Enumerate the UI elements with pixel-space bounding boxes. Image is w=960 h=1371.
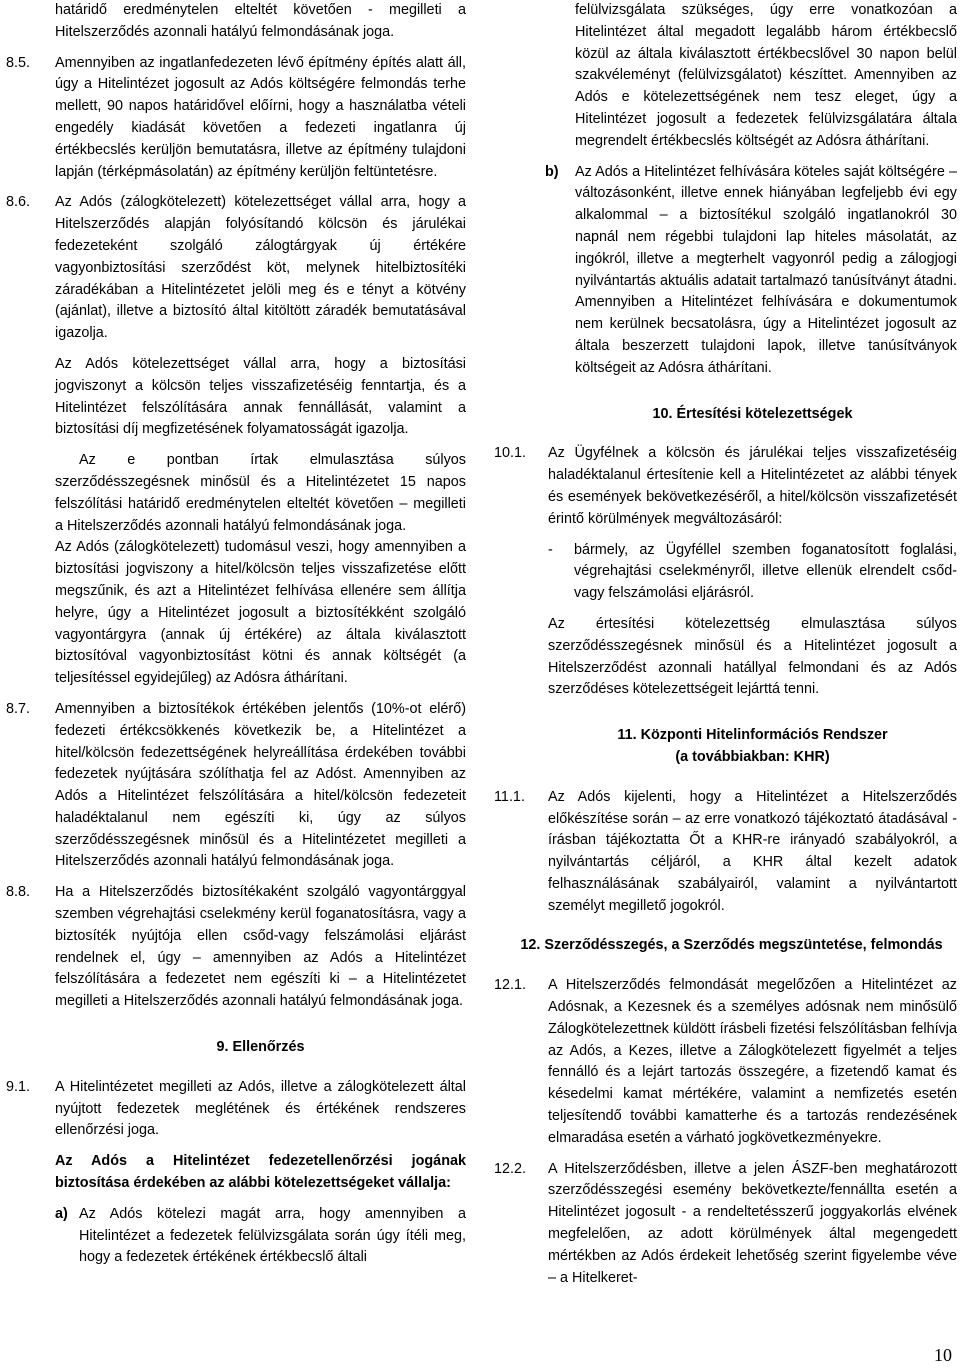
right-column [494,0,957,1289]
section-text: Amennyiben a biztosítékok értékében jelentős (10%-ot elérő) fedezeti értékcsökkenés következik be, a Hitelintézet a hitel/kölcsön fedezettségének helyreállítása érdekében további fedezetek nyújtására szólíthatja fel az Adóst. Amennyiben az Adós a Hitelintézet felszólítására a hitel/kölcsön fedezeteit haladéktalanul nem egészíti ki, úgy az súlyos szerződésszegésnek minősül és a Hitelintézetet megilleti a Hitelszerződés azonnali hatályú felmondásának joga. [55,700,466,870]
continued-paragraph: határidő eredménytelen elteltét követően - megilleti a Hitelszerződés azonnali hatályú felmondásának joga. [55,2,466,40]
page-number: 10 [934,1345,952,1366]
section-text: Ha a Hitelszerződés biztosítékaként szolgáló vagyontárggyal szemben végrehajtási cselekmény kerül foganatosításra, vagy a biztosíték nyújtója ellen csőd-vagy felszámolási eljárást rendelnek el, úgy – amennyiben az Adós a Hitelintézet felszólítására a fedezetet nem egészíti ki – a Hitelintézetet megilleti a Hitelszerződés azonnali hatályú felmondásának joga. [55,884,466,1010]
bold-intro: Az Adós a Hitelintézet fedezetellenőrzési jogának biztosítása érdekében az alábbi kötelezettségeket vállalja: [55,1153,466,1192]
section-12-2 [494,1159,957,1290]
list-item-b [545,162,957,380]
list-letter: b) [545,163,559,180]
list-letter: a) [55,1205,68,1222]
section-number: 8.6. [6,194,31,211]
section-text: Az e pontban írtak elmulasztása súlyos szerződésszegésnek minősül és a Hitelintézetet 15 napos felszólítási határidő eredménytelen elteltét követően – megilleti a Hitelszerződés azonnali hatályú felmondásának joga. [55,452,466,534]
section-number: 12.1. [494,977,527,994]
section-text: A Hitelszerződésben, illetve a jelen ÁSZF-ben meghatározott szerződésszegési esemény bekövetkezte/fennállta esetén a Hitelintézet jogosult - a rendeltetésszerű joggyakorlás elvének megfelelően, az adott körülmények által megengedett mértékben az Adós érdekeit lehetőség szerint figyelembe véve – a Hitelkeret- [548,1160,957,1286]
section-8-6 [6,192,466,690]
section-11-1 [494,787,957,918]
heading-12: 12. Szerződésszegés, a Szerződés megszüntetése, felmondás [520,937,943,954]
section-text: Az értesítési kötelezettség elmulasztása súlyos szerződésszegésnek minősül és a Hitelintézet jogosult a Hitelszerződést azonnali hatállyal felmondani és az Adós szerződéses kötelezettségeit lejárttá tenni. [548,615,957,698]
list-item-a [55,1204,466,1269]
section-text: Az Adós kijelenti, hogy a Hitelintézet a Hitelszerződés előkészítése során – az erre vonatkozó tájékoztató átadásával - írásban tájékoztatta Őt a KHR-re irányadó szabályokról, a nyilvántartás céljáról, a KHR által kezelt adatok felhasználásának szabályairól, valamint a nyilvántartott személyt megillető jogokról. [548,788,957,914]
heading-10: 10. Értesítési kötelezettségek [652,405,853,422]
section-number: 10.1. [494,445,527,462]
section-text: A Hitelszerződés felmondását megelőzően a Hitelintézet az Adósnak, a Kezesnek és a személyes adósnak nem minősülő Zálogkötelezettnek küldött írásbeli fizetési felszólításban felhívja az Adós, a Kezes, illetve a Zálogkötelezett figyelmét a teljes fennálló és a lejárt tartozás összegére, a fizetendő kamat és késedelmi kamat mértékére, valamint a nemfizetés esetén teljesítendő további kamatterhe és a tartozás rendezésének elmaradása esetén a várható jogkövetkezményekre. [548,977,957,1146]
heading-9: 9. Ellenőrzés [216,1039,305,1056]
dash-item [548,540,957,605]
section-text: Az Adós kötelezettséget vállal arra, hogy a biztosítási jogviszonyt a kölcsön teljes visszafizetéséig fenntartja, és a Hitelintézet felszólítására annak fennállását, valamint a biztosítási díj megfizetésének folyamatosságát igazolja. [55,355,466,438]
section-text: Az Ügyfélnek a kölcsön és járulékai teljes visszafizetéséig haladéktalanul értesítenie kell a Hitelintézetet az alábbi tények és események bekövetkezéséről, a hitel/kölcsön visszafizetését érintő körülmények megváltozásáról: [548,445,957,527]
heading-11 [548,725,957,769]
section-8-5 [6,53,466,184]
section-number: 12.2. [494,1160,527,1177]
section-number: 9.1. [6,1078,31,1095]
list-text: Az Adós kötelezi magát arra, hogy amennyiben a Hitelintézet a fedezetek felülvizsgálata során úgy ítéli meg, hogy a fedezetek értékének értékbecslő általi [79,1205,466,1266]
heading-11-line-1: 11. Központi Hitelinformációs Rendszer [617,727,888,744]
list-text: Az Adós a Hitelintézet felhívására köteles saját költségére – változásonként, illetve ennek hiányában legfeljebb évi egy alkalommal – a biztosítékul szolgáló ingatlanokról 30 napnál nem régebbi tulajdoni lap hiteles másolatát, az ingókról, illetve a megterhelt vagyonról pedig a zálogjogi nyilvántartás aktuális adatait tartalmazó tanúsítványt átadni. Amennyiben a Hitelintézet felhívására e dokumentumok nem kerülnek becsatolásra, úgy a Hitelintézet jogosult az általa beszerzett tulajdoni lapok, illetve tanúsítványok költségeit az Adósra áthárítani. [575,163,957,376]
continued-list-text: felülvizsgálata szükséges, úgy erre vonatkozóan a Hitelintézet által megadott legalább három értékbecslő közül az általa kiválasztott értékbecslővel 30 napon belül szakvéleményt (felülvizsgálatot) készíttet. Amennyiben az Adós e kötelezettségének nem tesz eleget, úgy a Hitelintézet jogosult a fedezetek felülvizsgálatára általa megrendelt értékbecslés költségét az Adósra áthárítani. [575,2,957,149]
section-text: Az Adós (zálogkötelezett) tudomásul veszi, hogy amennyiben a biztosítási jogviszony a hitel/kölcsön teljes visszafizetése előtt megszűnik, és azt a Hitelintézet felhívása ellenére sem állítja helyre, úgy a Hitelintézet jogosult a biztosítékként szolgáló vagyontárgyra (annak új értékére) az általa kiválasztott biztosítóval vagyonbiztosítást kötni és annak költségét (a teljesítéssel egyidejűleg) az Adósra áthárítani. [55,539,466,687]
section-text: A Hitelintézetet megilleti az Adós, illetve a zálogkötelezett által nyújtott fedezetek meglétének és értékének rendszeres ellenőrzési joga. [55,1078,466,1139]
dash-text: bármely, az Ügyféllel szemben foganatosított foglalási, végrehajtási cselekményről, illetve ellenük elrendelt csőd- vagy felszámolási eljárásról. [574,541,957,602]
section-8-8 [6,882,466,1013]
section-number: 8.5. [6,54,31,71]
section-number: 8.7. [6,700,31,717]
section-text: Az Adós (zálogkötelezett) kötelezettséget vállal arra, hogy a Hitelszerződés alapján folyósítandó kölcsön és járulékai fedezeteként szolgáló zálogtárgyak új értékére vagyonbiztosítási szerződést köt, melynek hitelbiztosítéki záradékában a Hitelintézetet jelöli meg és e tényt a kötvény (ajánlat), illetve a biztosító által kitöltött záradék bemutatásával igazolja. [55,194,466,342]
left-column [6,0,466,1269]
section-10-1 [494,443,957,701]
section-number: 11.1. [494,788,525,805]
heading-11-line-2: (a továbbiakban: KHR) [675,748,830,765]
section-number: 8.8. [6,884,31,901]
section-text: Amennyiben az ingatlanfedezeten lévő építmény építés alatt áll, úgy a Hitelintézet jogosult az Adós költségére felmondás terhe mellett, 90 napos határidővel előírni, hogy a használatba vételi engedély kiadását követően a fedezeti ingatlanra új értékbecslés kerüljön bemutatásra, illetve az építmény tulajdoni lapján (térképmásolatán) az építmény kerüljön feltüntetésre. [55,54,466,180]
section-12-1 [494,975,957,1149]
section-8-7 [6,699,466,873]
section-9-1 [6,1077,466,1269]
dash-marker: - [548,541,553,558]
